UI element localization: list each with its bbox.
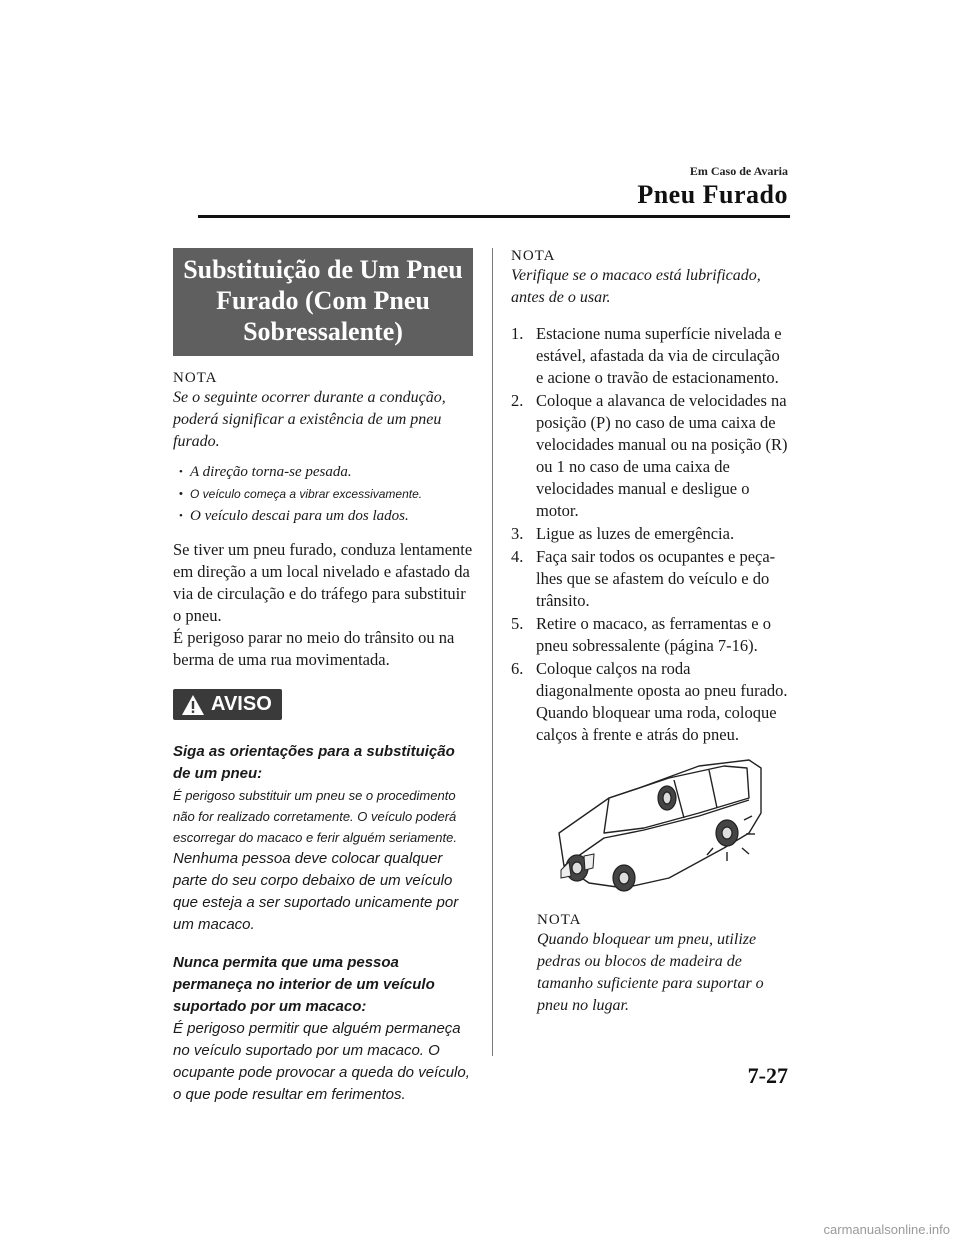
note-text: Quando bloquear um pneu, utilize pedras ou blocos de madeira de tamanho suficiente para suportar o pneu no lugar. [537, 931, 764, 1014]
page-title: Pneu Furado [637, 180, 788, 209]
note-label: NOTA [537, 912, 582, 928]
step-item [511, 658, 791, 746]
note-block [537, 912, 791, 1017]
note-label: NOTA [511, 248, 556, 264]
note-text: Verifique se o macaco está lubrificado, antes de o usar. [511, 267, 761, 306]
warning-badge [173, 689, 282, 720]
step-number: 6. [511, 659, 524, 678]
step-item [511, 323, 791, 389]
body-paragraph [173, 539, 475, 671]
right-column [511, 248, 791, 1017]
car-wheel-chock-illustration [549, 758, 764, 898]
list-item: • O veículo começa a vibrar excessivamente. [173, 483, 475, 505]
step-text: Coloque calços na roda diagonalmente oposta ao pneu furado. Quando bloquear uma roda, coloque calços à frente e atrás do pneu. [536, 659, 788, 744]
page-number: 7-27 [747, 1063, 788, 1088]
warning-heading: Nunca permita que uma pessoa permaneça no interior de um veículo suportado por um macaco: [173, 953, 435, 1015]
step-item [511, 546, 791, 612]
step-text: Coloque a alavanca de velocidades na posição (P) no caso de uma caixa de velocidades manual ou na posição (R) ou 1 no caso de uma caixa de velocidades manual e desligue o motor. [536, 391, 788, 520]
body-text: Se tiver um pneu furado, conduza lentamente em direção a um local nivelado e afastado da via de circulação e do tráfego para substituir o pneu. [173, 540, 473, 625]
column-divider [492, 248, 493, 1056]
step-number: 1. [511, 324, 524, 343]
step-text: Ligue as luzes de emergência. [536, 524, 735, 543]
warning-heading: Siga as orientações para a substituição de um pneu: [173, 742, 455, 782]
step-number: 4. [511, 547, 524, 566]
step-item [511, 613, 791, 657]
warning-text: Nenhuma pessoa deve colocar qualquer parte do seu corpo debaixo de um veículo que esteja a ser suportado unicamente por um macaco. [173, 849, 459, 933]
step-item [511, 390, 791, 522]
chapter-label: Em Caso de Avaria [689, 164, 788, 178]
list-item: • O veículo descai para um dos lados. [173, 505, 475, 527]
note-text: Se o seguinte ocorrer durante a condução, poderá significar a existência de um pneu furado. [173, 389, 446, 450]
section-title: Substituição de Um Pneu Furado (Com Pneu Sobressalente) [173, 248, 473, 356]
left-column [173, 248, 475, 1106]
warning-label: AVISO [211, 693, 272, 715]
step-text: Retire o macaco, as ferramentas e o pneu sobressalente (página 7-16). [536, 614, 772, 655]
note-label: NOTA [173, 370, 218, 386]
step-text: Estacione numa superfície nivelada e estável, afastada da via de circulação e acione o travão de estacionamento. [536, 324, 782, 387]
step-item [511, 523, 791, 545]
watermark: carmanualsonline.info [823, 1222, 950, 1237]
header-rule [198, 215, 790, 218]
step-number: 2. [511, 391, 524, 410]
symptom-list [173, 461, 475, 527]
warning-content [173, 741, 475, 1106]
step-text: Faça sair todos os ocupantes e peça-lhes que se afastem do veículo e do trânsito. [536, 547, 776, 610]
step-number: 3. [511, 524, 524, 543]
warning-text: É perigoso permitir que alguém permaneça no veículo suportado por um macaco. O ocupante pode provocar a queda do veículo, o que pode resultar em ferimentos. [173, 1019, 470, 1103]
warning-triangle-icon [181, 694, 205, 716]
body-text-danger: É perigoso parar no meio do trânsito ou na berma de uma rua movimentada. [173, 628, 455, 669]
list-item: • A direção torna-se pesada. [173, 461, 475, 483]
warning-detail: É perigoso substituir um pneu se o procedimento não for realizado corretamente. O veículo poderá escorregar do macaco e ferir alguém seriamente. [173, 787, 457, 845]
procedure-steps [511, 323, 791, 746]
step-number: 5. [511, 614, 524, 633]
